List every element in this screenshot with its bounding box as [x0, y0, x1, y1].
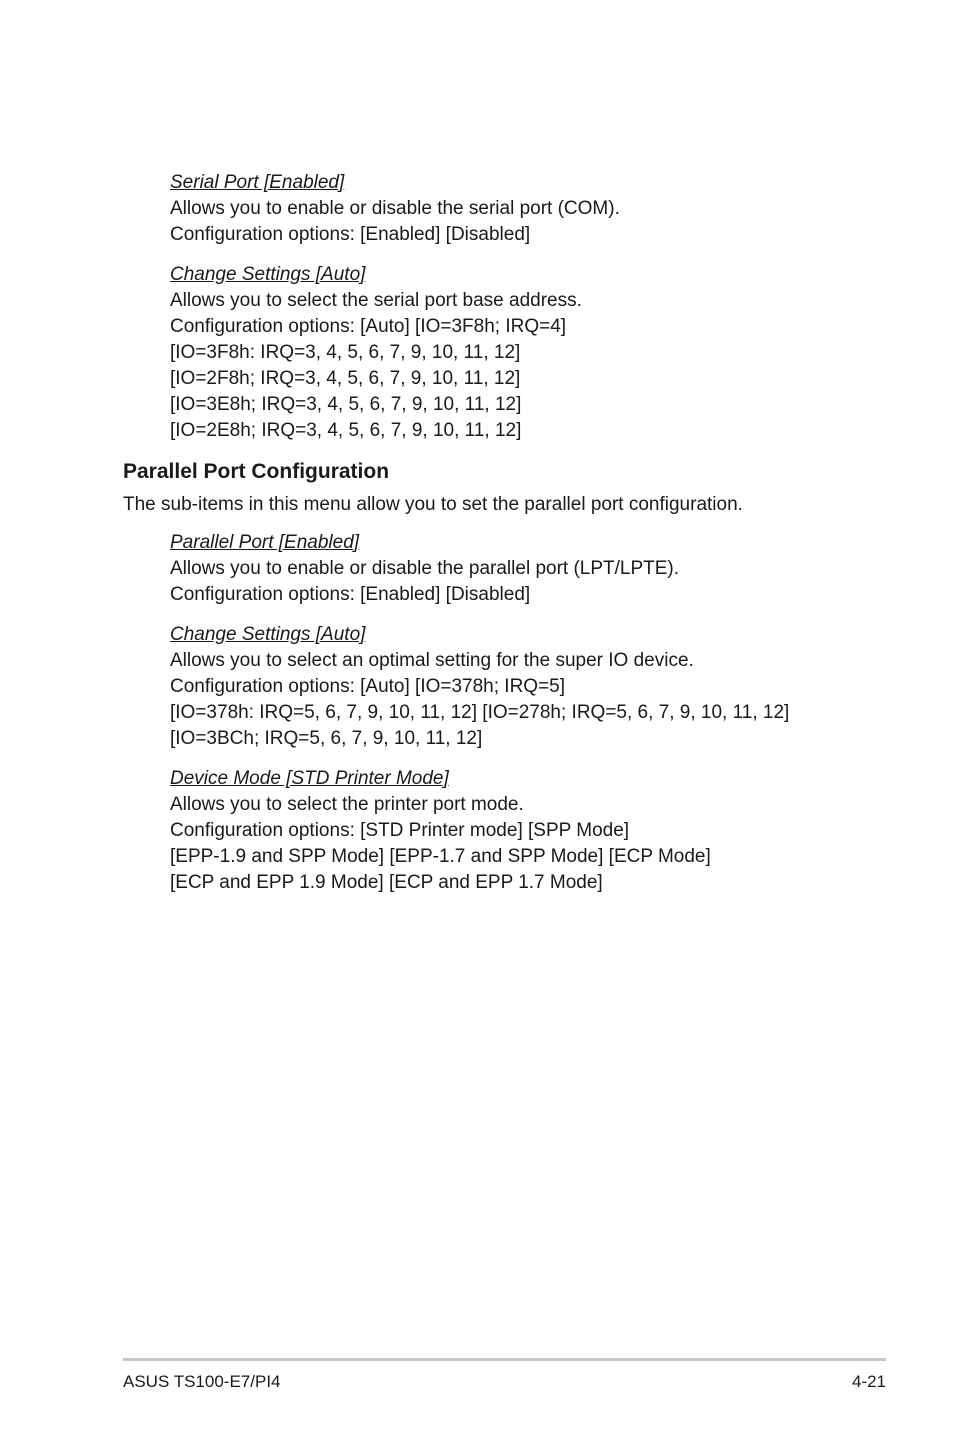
- device-mode-item: [170, 766, 843, 896]
- parallel-change-settings-description: Allows you to select an optimal setting for the super IO device.: [170, 650, 694, 671]
- footer-page-number: 4-21: [851, 1372, 886, 1391]
- serial-change-settings-option-line: [IO=2F8h; IRQ=3, 4, 5, 6, 7, 9, 10, 11, 12]: [170, 368, 521, 389]
- device-mode-options: Configuration options: [STD Printer mode] [SPP Mode]: [170, 820, 630, 841]
- page-content: [123, 170, 843, 910]
- parallel-change-settings-option-line: [IO=3BCh; IRQ=5, 6, 7, 9, 10, 11, 12]: [170, 728, 483, 749]
- parallel-change-settings-option-line: [IO=378h: IRQ=5, 6, 7, 9, 10, 11, 12] [IO=278h; IRQ=5, 6, 7, 9, 10, 11, 12]: [170, 702, 790, 723]
- serial-change-settings-option-line: [IO=3F8h: IRQ=3, 4, 5, 6, 7, 9, 10, 11, 12]: [170, 342, 521, 363]
- device-mode-title: Device Mode [STD Printer Mode]: [170, 768, 449, 789]
- serial-change-settings-description: Allows you to select the serial port base address.: [170, 290, 582, 311]
- parallel-port-item: [170, 530, 843, 608]
- serial-port-title: Serial Port [Enabled]: [170, 172, 345, 193]
- serial-change-settings-item: [170, 262, 843, 444]
- footer-row: [123, 1371, 886, 1393]
- page-footer: [123, 1358, 886, 1393]
- serial-port-item: [170, 170, 843, 248]
- serial-change-settings-options: Configuration options: [Auto] [IO=3F8h; IRQ=4]: [170, 316, 567, 337]
- serial-port-description: Allows you to enable or disable the serial port (COM).: [170, 198, 620, 219]
- parallel-section-heading: Parallel Port Configuration: [123, 460, 390, 483]
- serial-change-settings-option-line: [IO=2E8h; IRQ=3, 4, 5, 6, 7, 9, 10, 11, 12]: [170, 420, 522, 441]
- serial-change-settings-title: Change Settings [Auto]: [170, 264, 366, 285]
- device-mode-option-line: [EPP-1.9 and SPP Mode] [EPP-1.7 and SPP Mode] [ECP Mode]: [170, 846, 711, 867]
- device-mode-description: Allows you to select the printer port mode.: [170, 794, 524, 815]
- parallel-port-title: Parallel Port [Enabled]: [170, 532, 360, 553]
- parallel-port-options: Configuration options: [Enabled] [Disabled]: [170, 584, 531, 605]
- parallel-section-intro: The sub-items in this menu allow you to set the parallel port configuration.: [123, 494, 743, 515]
- parallel-change-settings-item: [170, 622, 843, 752]
- serial-change-settings-option-line: [IO=3E8h; IRQ=3, 4, 5, 6, 7, 9, 10, 11, 12]: [170, 394, 522, 415]
- parallel-change-settings-title: Change Settings [Auto]: [170, 624, 366, 645]
- device-mode-option-line: [ECP and EPP 1.9 Mode] [ECP and EPP 1.7 Mode]: [170, 872, 603, 893]
- serial-port-options: Configuration options: [Enabled] [Disabled]: [170, 224, 531, 245]
- parallel-port-description: Allows you to enable or disable the parallel port (LPT/LPTE).: [170, 558, 680, 579]
- parallel-change-settings-options: Configuration options: [Auto] [IO=378h; IRQ=5]: [170, 676, 566, 697]
- footer-product-name: ASUS TS100-E7/PI4: [123, 1372, 281, 1391]
